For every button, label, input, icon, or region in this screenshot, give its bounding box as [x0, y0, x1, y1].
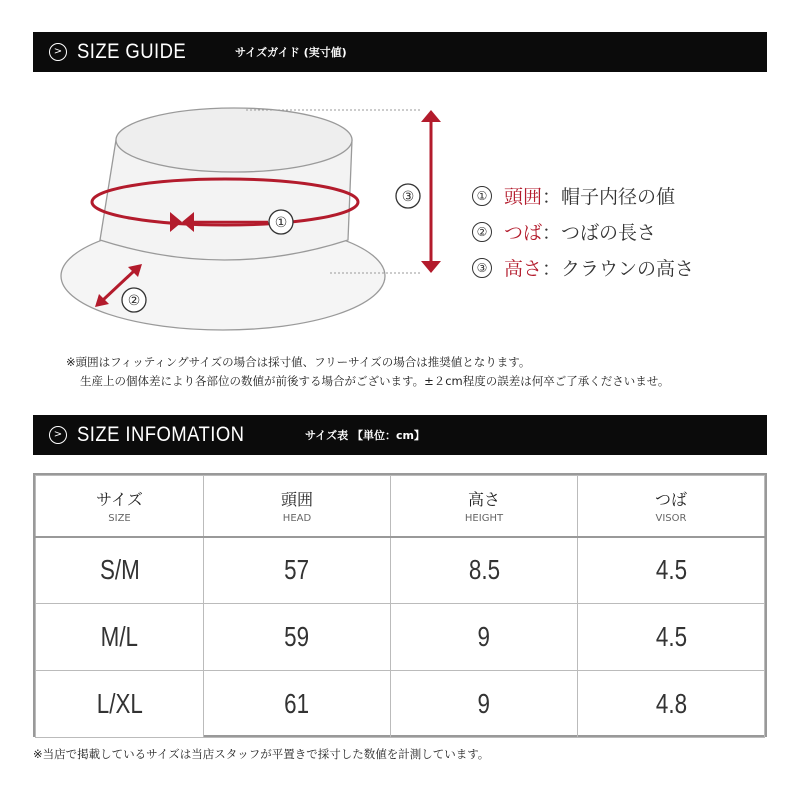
- legend-num: ①: [472, 186, 492, 206]
- cell-head: 59: [204, 604, 391, 671]
- cell-height: 9: [391, 604, 578, 671]
- cell-height: 9: [391, 671, 578, 738]
- cell-head: 57: [204, 537, 391, 604]
- size-guide-header: [33, 32, 767, 72]
- legend-num: ②: [472, 222, 492, 242]
- cell-visor: 4.5: [578, 604, 765, 671]
- measurement-note-1: ※頭囲はフィッティングサイズの場合は採寸値、フリーサイズの場合は推奨値となります。: [66, 355, 531, 369]
- legend-key: 高さ: [504, 258, 543, 280]
- cell-size: L/XL: [36, 671, 204, 738]
- height-arrow-bottom: [421, 261, 441, 273]
- cell-height: 8.5: [391, 537, 578, 604]
- size-info-subtitle: サイズ表 【単位：cm】: [305, 429, 425, 442]
- legend-key: つば: [504, 222, 543, 244]
- header-head: 頭囲 HEAD: [204, 476, 391, 537]
- header-size: サイズ SIZE: [36, 476, 204, 537]
- legend-height: [472, 254, 694, 281]
- legend-desc: ：帽子内径の値: [542, 186, 676, 208]
- size-info-title: SIZE INFOMATION: [77, 423, 245, 446]
- header-visor: つば VISOR: [578, 476, 765, 537]
- marker-1-label: ①: [274, 215, 288, 231]
- cell-visor: 4.5: [578, 537, 765, 604]
- table-row: [36, 671, 765, 738]
- legend-visor: [472, 218, 656, 245]
- cell-size: S/M: [36, 537, 204, 604]
- height-arrow-top: [421, 110, 441, 122]
- cell-visor: 4.8: [578, 671, 765, 738]
- hat-crown-top: [116, 108, 352, 172]
- size-guide-title: SIZE GUIDE: [77, 40, 187, 63]
- legend-desc: ：つばの長さ: [542, 222, 657, 244]
- legend-desc: ：クラウンの高さ: [542, 258, 695, 280]
- size-table: [33, 473, 767, 737]
- size-guide-subtitle: サイズガイド (実寸値): [235, 46, 347, 59]
- table-row: [36, 604, 765, 671]
- cell-head: 61: [204, 671, 391, 738]
- size-info-header: [33, 415, 767, 455]
- marker-2-label: ②: [127, 293, 141, 309]
- legend-num: ③: [472, 258, 492, 278]
- chevron-right-icon: >: [49, 43, 67, 61]
- cell-size: M/L: [36, 604, 204, 671]
- measurement-note-2: 生産上の個体差により各部位の数値が前後する場合がございます。±２cm程度の誤差は何卒ご了承くださいませ。: [80, 374, 670, 388]
- header-height: 高さ HEIGHT: [391, 476, 578, 537]
- chevron-right-icon: >: [49, 426, 67, 444]
- legend-head: [472, 182, 675, 209]
- hat-diagram: [0, 80, 800, 350]
- table-row: [36, 537, 765, 604]
- legend-key: 頭囲: [504, 186, 543, 208]
- table-header-row: [36, 476, 765, 537]
- footer-note: ※当店で掲載しているサイズは当店スタッフが平置きで採寸した数値を計測しています。: [33, 747, 490, 761]
- marker-3-label: ③: [401, 189, 415, 205]
